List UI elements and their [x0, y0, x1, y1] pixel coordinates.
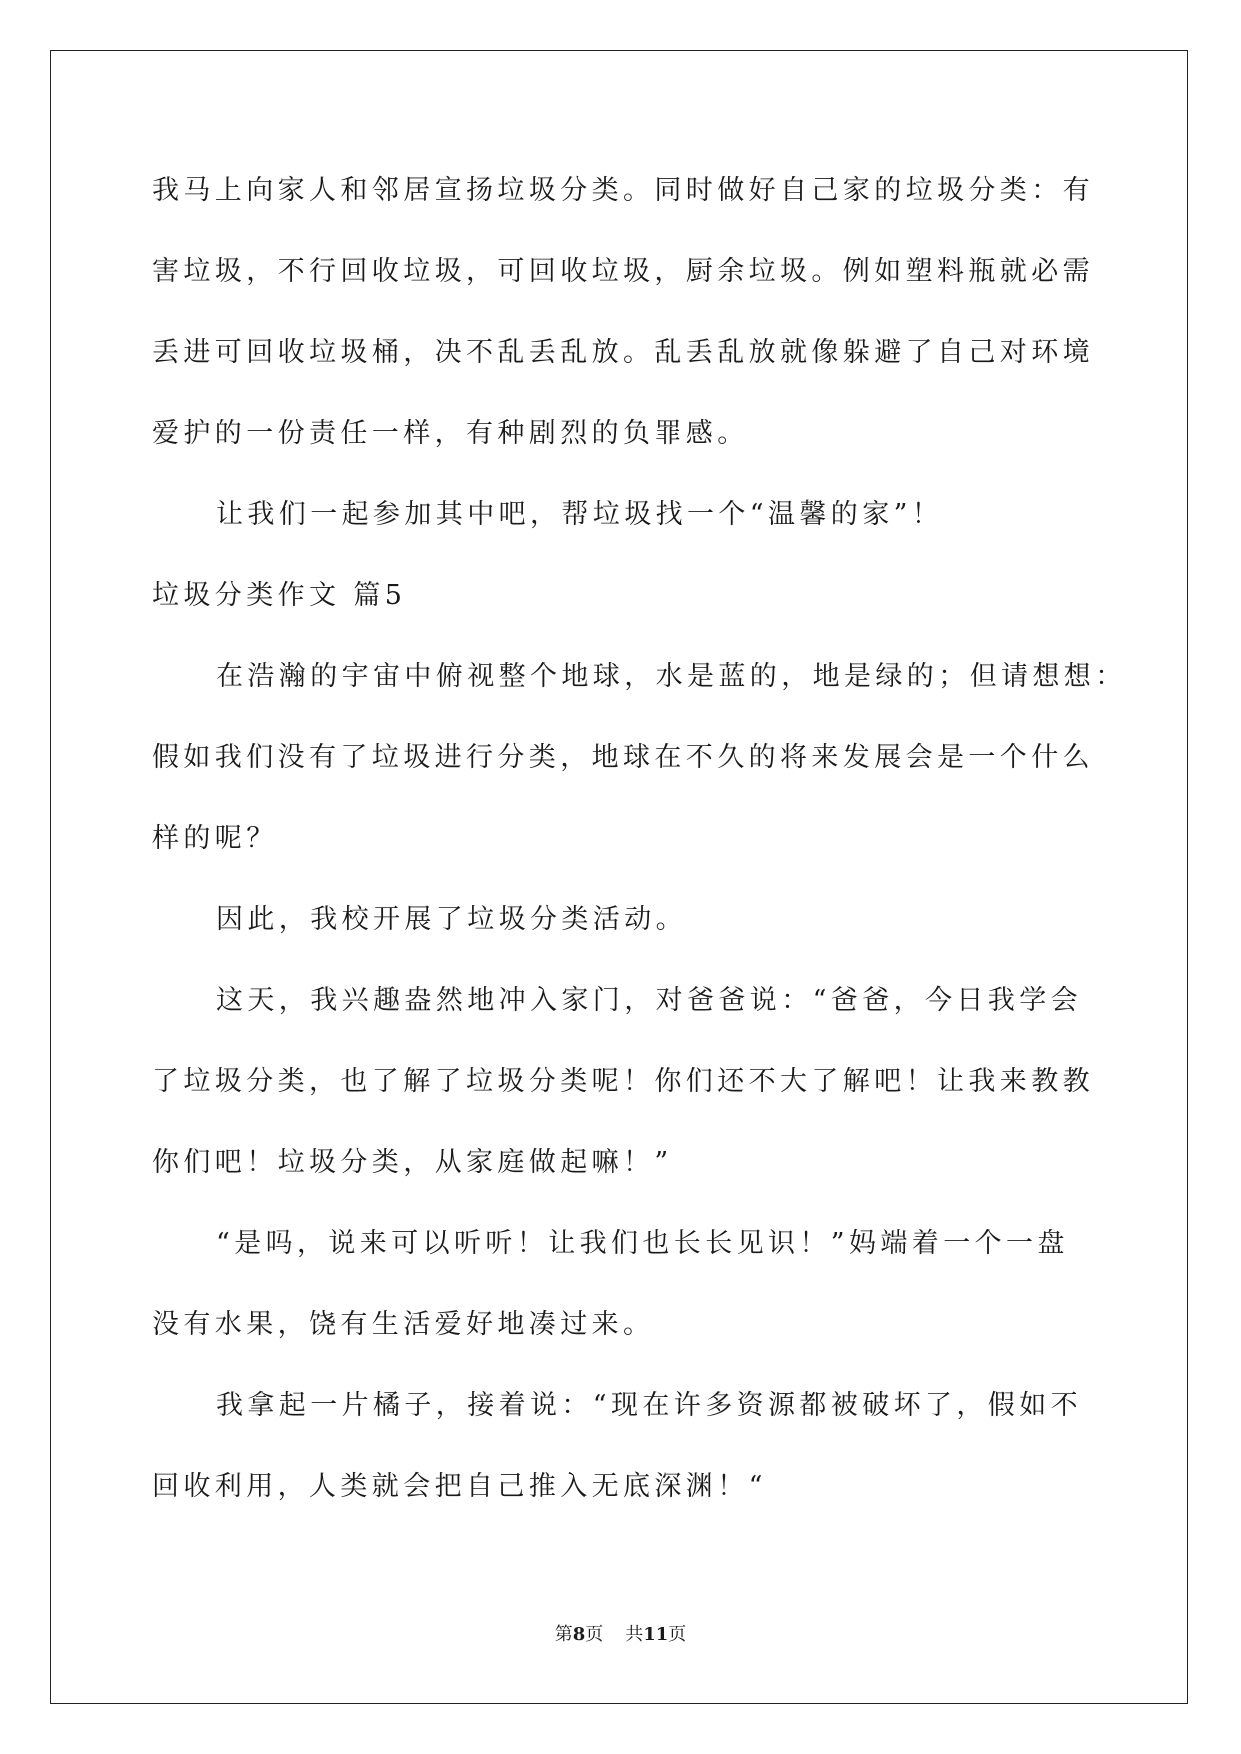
- text-line: “是吗，说来可以听听！让我们也长长见识！”妈端着一个一盘: [216, 1228, 1069, 1259]
- page-footer: [0, 1623, 1241, 1647]
- page-number: 8: [572, 1624, 586, 1645]
- text-line: 了垃圾分类，也了解了垃圾分类呢！你们还不大了解吧！让我来教教: [152, 1066, 1094, 1097]
- text-line: 我马上向家人和邻居宣扬垃圾分类。同时做好自己家的垃圾分类：有: [152, 175, 1094, 206]
- text-line: 回收利用，人类就会把自己推入无底深渊！“: [152, 1471, 767, 1502]
- document-body: [152, 150, 1127, 1527]
- total-prefix: 共: [625, 1624, 644, 1645]
- text-line: 在浩瀚的宇宙中俯视整个地球，水是蓝的，地是绿的；但请想想：: [216, 661, 1127, 692]
- text-line: 爱护的一份责任一样，有种剧烈的负罪感。: [152, 418, 749, 449]
- section-heading: 垃圾分类作文 篇5: [152, 580, 407, 611]
- text-line: 假如我们没有了垃圾进行分类，地球在不久的将来发展会是一个什么: [152, 742, 1094, 773]
- total-suffix: 页: [668, 1624, 687, 1645]
- text-line: 样的呢？: [152, 823, 278, 854]
- text-line: 你们吧！垃圾分类，从家庭做起嘛！”: [152, 1147, 673, 1178]
- text-line: 没有水果，饶有生活爱好地凑过来。: [152, 1309, 655, 1340]
- total-pages: 11: [643, 1624, 669, 1645]
- page-prefix: 第: [554, 1624, 573, 1645]
- text-line: 我拿起一片橘子，接着说：“现在许多资源都被破坏了，假如不: [216, 1390, 1083, 1421]
- text-line: 这天，我兴趣盎然地冲入家门，对爸爸说：“爸爸，今日我学会: [216, 985, 1083, 1016]
- text-line: 丢进可回收垃圾桶，决不乱丢乱放。乱丢乱放就像躲避了自己对环境: [152, 337, 1094, 368]
- text-line: 因此，我校开展了垃圾分类活动。: [216, 904, 687, 935]
- text-line: 害垃圾，不行回收垃圾，可回收垃圾，厨余垃圾。例如塑料瓶就必需: [152, 256, 1094, 287]
- text-line: 让我们一起参加其中吧，帮垃圾找一个“温馨的家”！: [216, 499, 944, 530]
- page-suffix: 页: [585, 1624, 604, 1645]
